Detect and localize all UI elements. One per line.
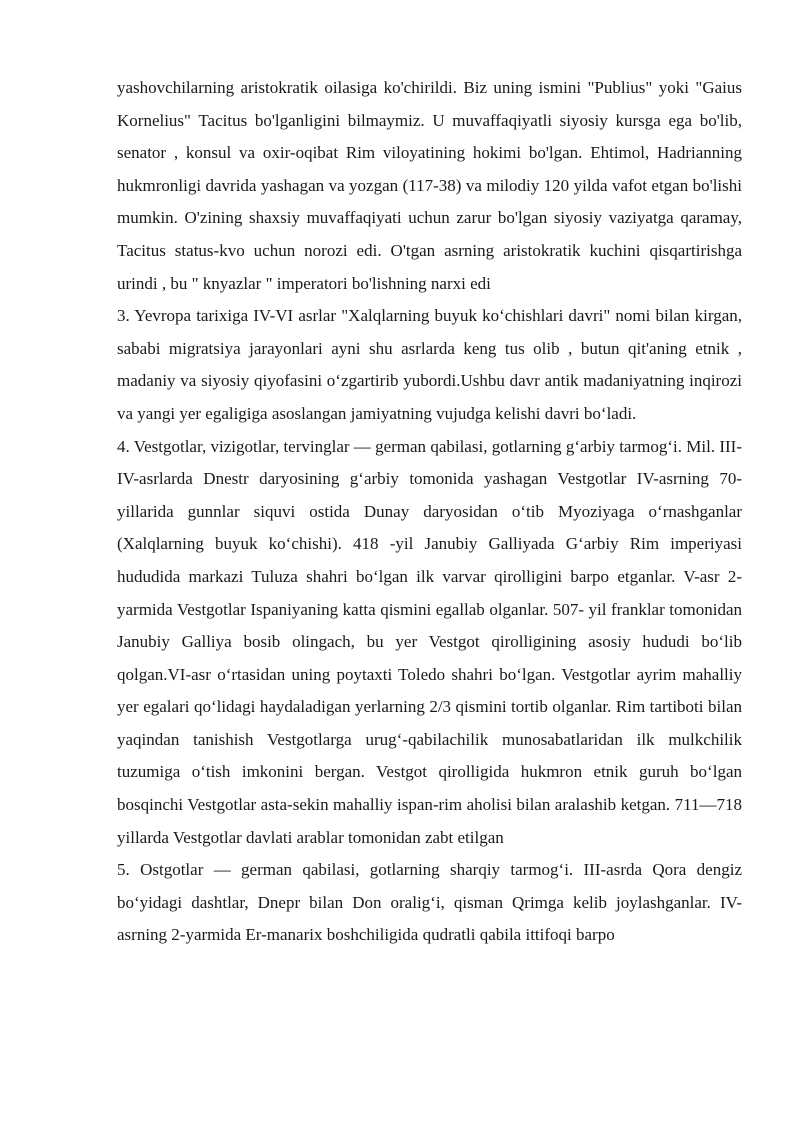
paragraph-4-visigoths: 4. Vestgotlar, vizigotlar, tervinglar — german qabilasi, gotlarning g‘arbiy tarmog‘i. Mil. III-IV-asrlarda Dnestr daryosining g‘arbiy tomonida yashagan Vestgotlar IV-asrning 70-yillarida gunnlar siquvi ostida Dunay daryosidan o‘tib Myoziyaga o‘rnashganlar (Xalqlarning buyuk ko‘chishi). 418 -yil Janubiy Galliyada G‘arbiy Rim imperiyasi hududida markazi Tuluza shahri bo‘lgan ilk varvar qirolligini barpo etganlar. V-asr 2-yarmida Vestgotlar Ispaniyaning katta qismini egallab olganlar. 507- yil franklar tomonidan Janubiy Galliya bosib olingach, bu yer Vestgot qirolligining asosiy hududi bo‘lib qolgan.VI-asr o‘rtasidan uning poytaxti Toledo shahri bo‘lgan. Vestgotlar ayrim mahalliy yer egalari qo‘lidagi haydaladigan yerlarning 2/3 qismini tortib olganlar. Rim tartiboti bilan yaqindan tanishish Vestgotlarga urug‘-qabilachilik munosabatlaridan ilk mulkchilik tuzumiga o‘tish imkonini bergan. Vestgot qirolligida hukmron etnik guruh bo‘lgan bosqinchi Vestgotlar asta-sekin mahalliy ispan-rim aholisi bilan aralashib ketgan. 711—718 yillarda Vestgotlar davlati arablar tomonidan zabt etilgan	[117, 436, 742, 847]
document-page	[117, 72, 742, 952]
paragraph-tacitus-biography: yashovchilarning aristokratik oilasiga ko'chirildi. Biz uning ismini "Publius" yoki "Gaius Kornelius" Tacitus bo'lganligini bilmaymiz. U muvaffaqiyatli siyosiy kursga ega bo'lib, senator , konsul va oxir-oqibat Rim viloyatining hokimi bo'lgan. Ehtimol, Hadrianning hukmronligi davrida yashagan va yozgan (117-38) va milodiy 120 yilda vafot etgan bo'lishi mumkin. O'zining shaxsiy muvaffaqiyati uchun zarur bo'lgan siyosiy vaziyatga qaramay, Tacitus status-kvo uchun norozi edi. O'tgan asrning aristokratik kuchini qisqartirishga urindi , bu " knyazlar " imperatori bo'lishning narxi edi	[117, 78, 742, 293]
paragraph-5-ostrogoths: 5. Ostgotlar — german qabilasi, gotlarning sharqiy tarmog‘i. III-asrda Qora dengiz bo‘yidagi dashtlar, Dnepr bilan Don oralig‘i, qisman Qrimga kelib joylashganlar. IV-asrning 2-yarmida Er-manarix boshchiligida qudratli qabila ittifoqi barpo	[117, 860, 742, 945]
paragraph-3-great-migration: 3. Yevropa tarixiga IV-VI asrlar "Xalqlarning buyuk ko‘chishlari davri" nomi bilan kirgan, sababi migratsiya jarayonlari ayni shu asrlarda keng tus olib , butun qit'aning etnik , madaniy va siyosiy qiyofasini o‘zgartirib yubordi.Ushbu davr antik madaniyatning inqirozi va yangi yer egaligiga asoslangan jamiyatning vujudga kelishi davri bo‘ladi.	[117, 306, 742, 423]
